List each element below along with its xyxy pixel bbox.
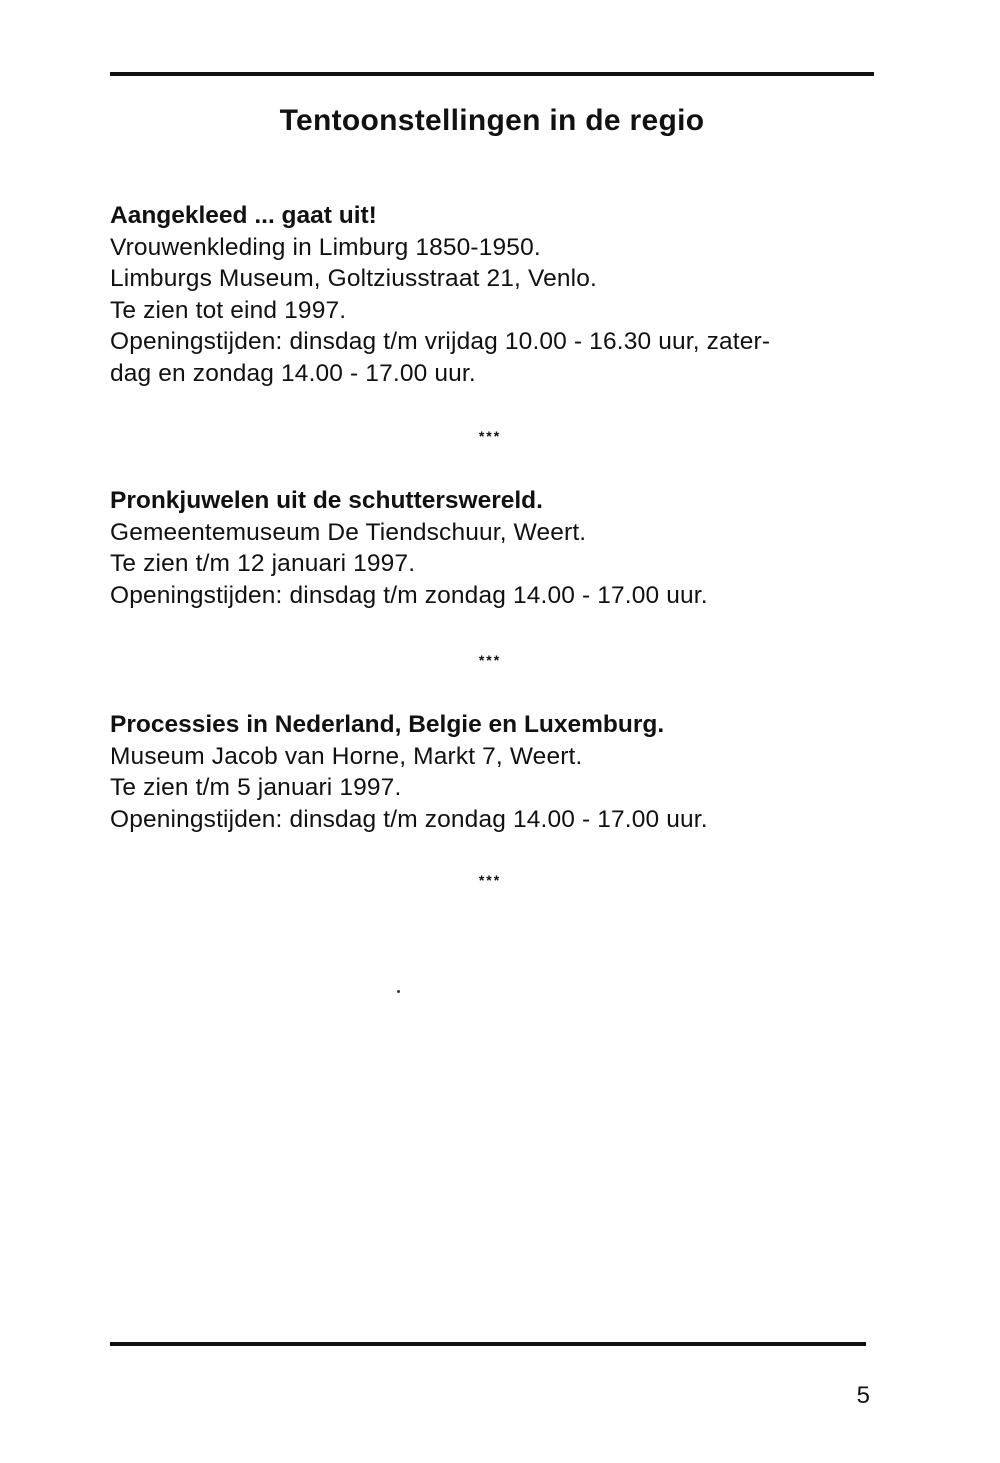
exhibition-hours: Openingstijden: dinsdag t/m zondag 14.00 - 17.00 uur.: [110, 581, 708, 609]
bottom-rule: [110, 1342, 866, 1346]
exhibition-title: Pronkjuwelen uit de schutterswereld.: [110, 487, 543, 514]
exhibition-dates: Te zien t/m 12 januari 1997.: [110, 550, 416, 577]
exhibition-dates: Te zien t/m 5 januari 1997.: [110, 774, 402, 801]
exhibition-venue: Museum Jacob van Horne, Markt 7, Weert.: [110, 742, 583, 770]
exhibition-venue: Gemeentemuseum De Tiendschuur, Weert.: [110, 518, 587, 546]
exhibition-subtitle: Vrouwenkleding in Limburg 1850-1950.: [110, 233, 541, 261]
exhibition-dates: Te zien tot eind 1997.: [110, 296, 347, 324]
exhibition-hours-continued: dag en zondag 14.00 - 17.00 uur.: [110, 359, 476, 387]
scan-speck: [397, 990, 400, 993]
exhibition-title: Aangekleed ... gaat uit!: [110, 202, 377, 229]
separator-asterisks: ***: [478, 428, 502, 444]
top-rule: [110, 72, 874, 76]
separator-asterisks: ***: [478, 652, 502, 668]
page-title: Tentoonstellingen in de regio: [279, 104, 705, 137]
exhibition-entry-processies: [110, 709, 910, 835]
exhibition-hours: Openingstijden: dinsdag t/m zondag 14.00 - 17.00 uur.: [110, 805, 708, 833]
separator-asterisks: ***: [478, 872, 502, 888]
exhibition-entry-pronkjuwelen: [110, 485, 910, 611]
exhibition-hours: Openingstijden: dinsdag t/m vrijdag 10.00 - 16.30 uur, zater-: [110, 328, 771, 355]
exhibition-venue: Limburgs Museum, Goltziusstraat 21, Venlo.: [110, 265, 597, 292]
exhibition-entry-aangekleed: [110, 200, 910, 389]
page-number: 5: [856, 1382, 870, 1409]
exhibition-title: Processies in Nederland, Belgie en Luxemburg.: [110, 711, 665, 738]
